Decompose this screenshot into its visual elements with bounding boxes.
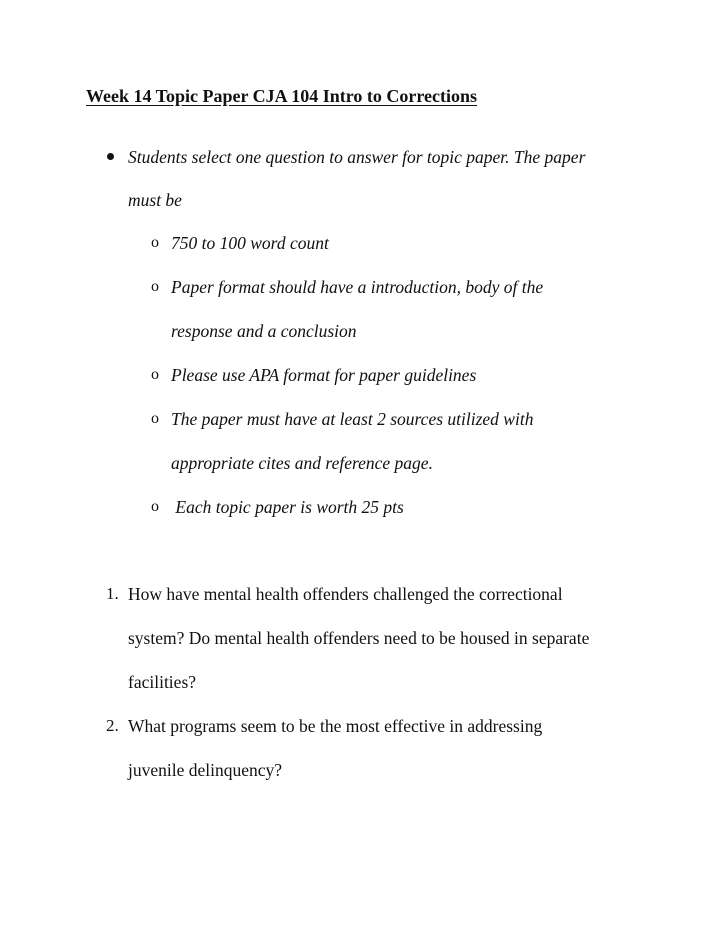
instruction-line: must be [128, 190, 182, 210]
sub-item-text: 750 to 100 word count [171, 233, 329, 253]
sub-item-text: Each topic paper is worth 25 pts [171, 497, 404, 517]
question-text: How have mental health offenders challenged the correctional [128, 584, 563, 604]
sub-item-text: Paper format should have a introduction, body of the [171, 277, 544, 297]
sub-item-text: Please use APA format for paper guidelines [171, 365, 477, 385]
question-number: 2. [106, 716, 119, 735]
sub-bullet-marker: o [151, 278, 159, 295]
question-number: 1. [106, 584, 119, 603]
question-text: facilities? [128, 672, 197, 692]
question-text: juvenile delinquency? [128, 760, 283, 780]
sub-bullet-marker: o [151, 498, 159, 515]
bullet-icon [107, 153, 114, 160]
question-text: system? Do mental health offenders need to be housed in separate [128, 628, 590, 648]
document-title: Week 14 Topic Paper CJA 104 Intro to Corrections [86, 86, 477, 106]
instruction-line: Students select one question to answer for topic paper. The paper [128, 147, 586, 167]
sub-item-text: appropriate cites and reference page. [171, 453, 433, 473]
sub-bullet-marker: o [151, 366, 159, 383]
sub-item-text: response and a conclusion [171, 321, 357, 341]
sub-bullet-marker: o [151, 234, 159, 251]
sub-bullet-marker: o [151, 410, 159, 427]
question-text: What programs seem to be the most effective in addressing [128, 716, 543, 736]
sub-item-text: The paper must have at least 2 sources utilized with [171, 409, 534, 429]
